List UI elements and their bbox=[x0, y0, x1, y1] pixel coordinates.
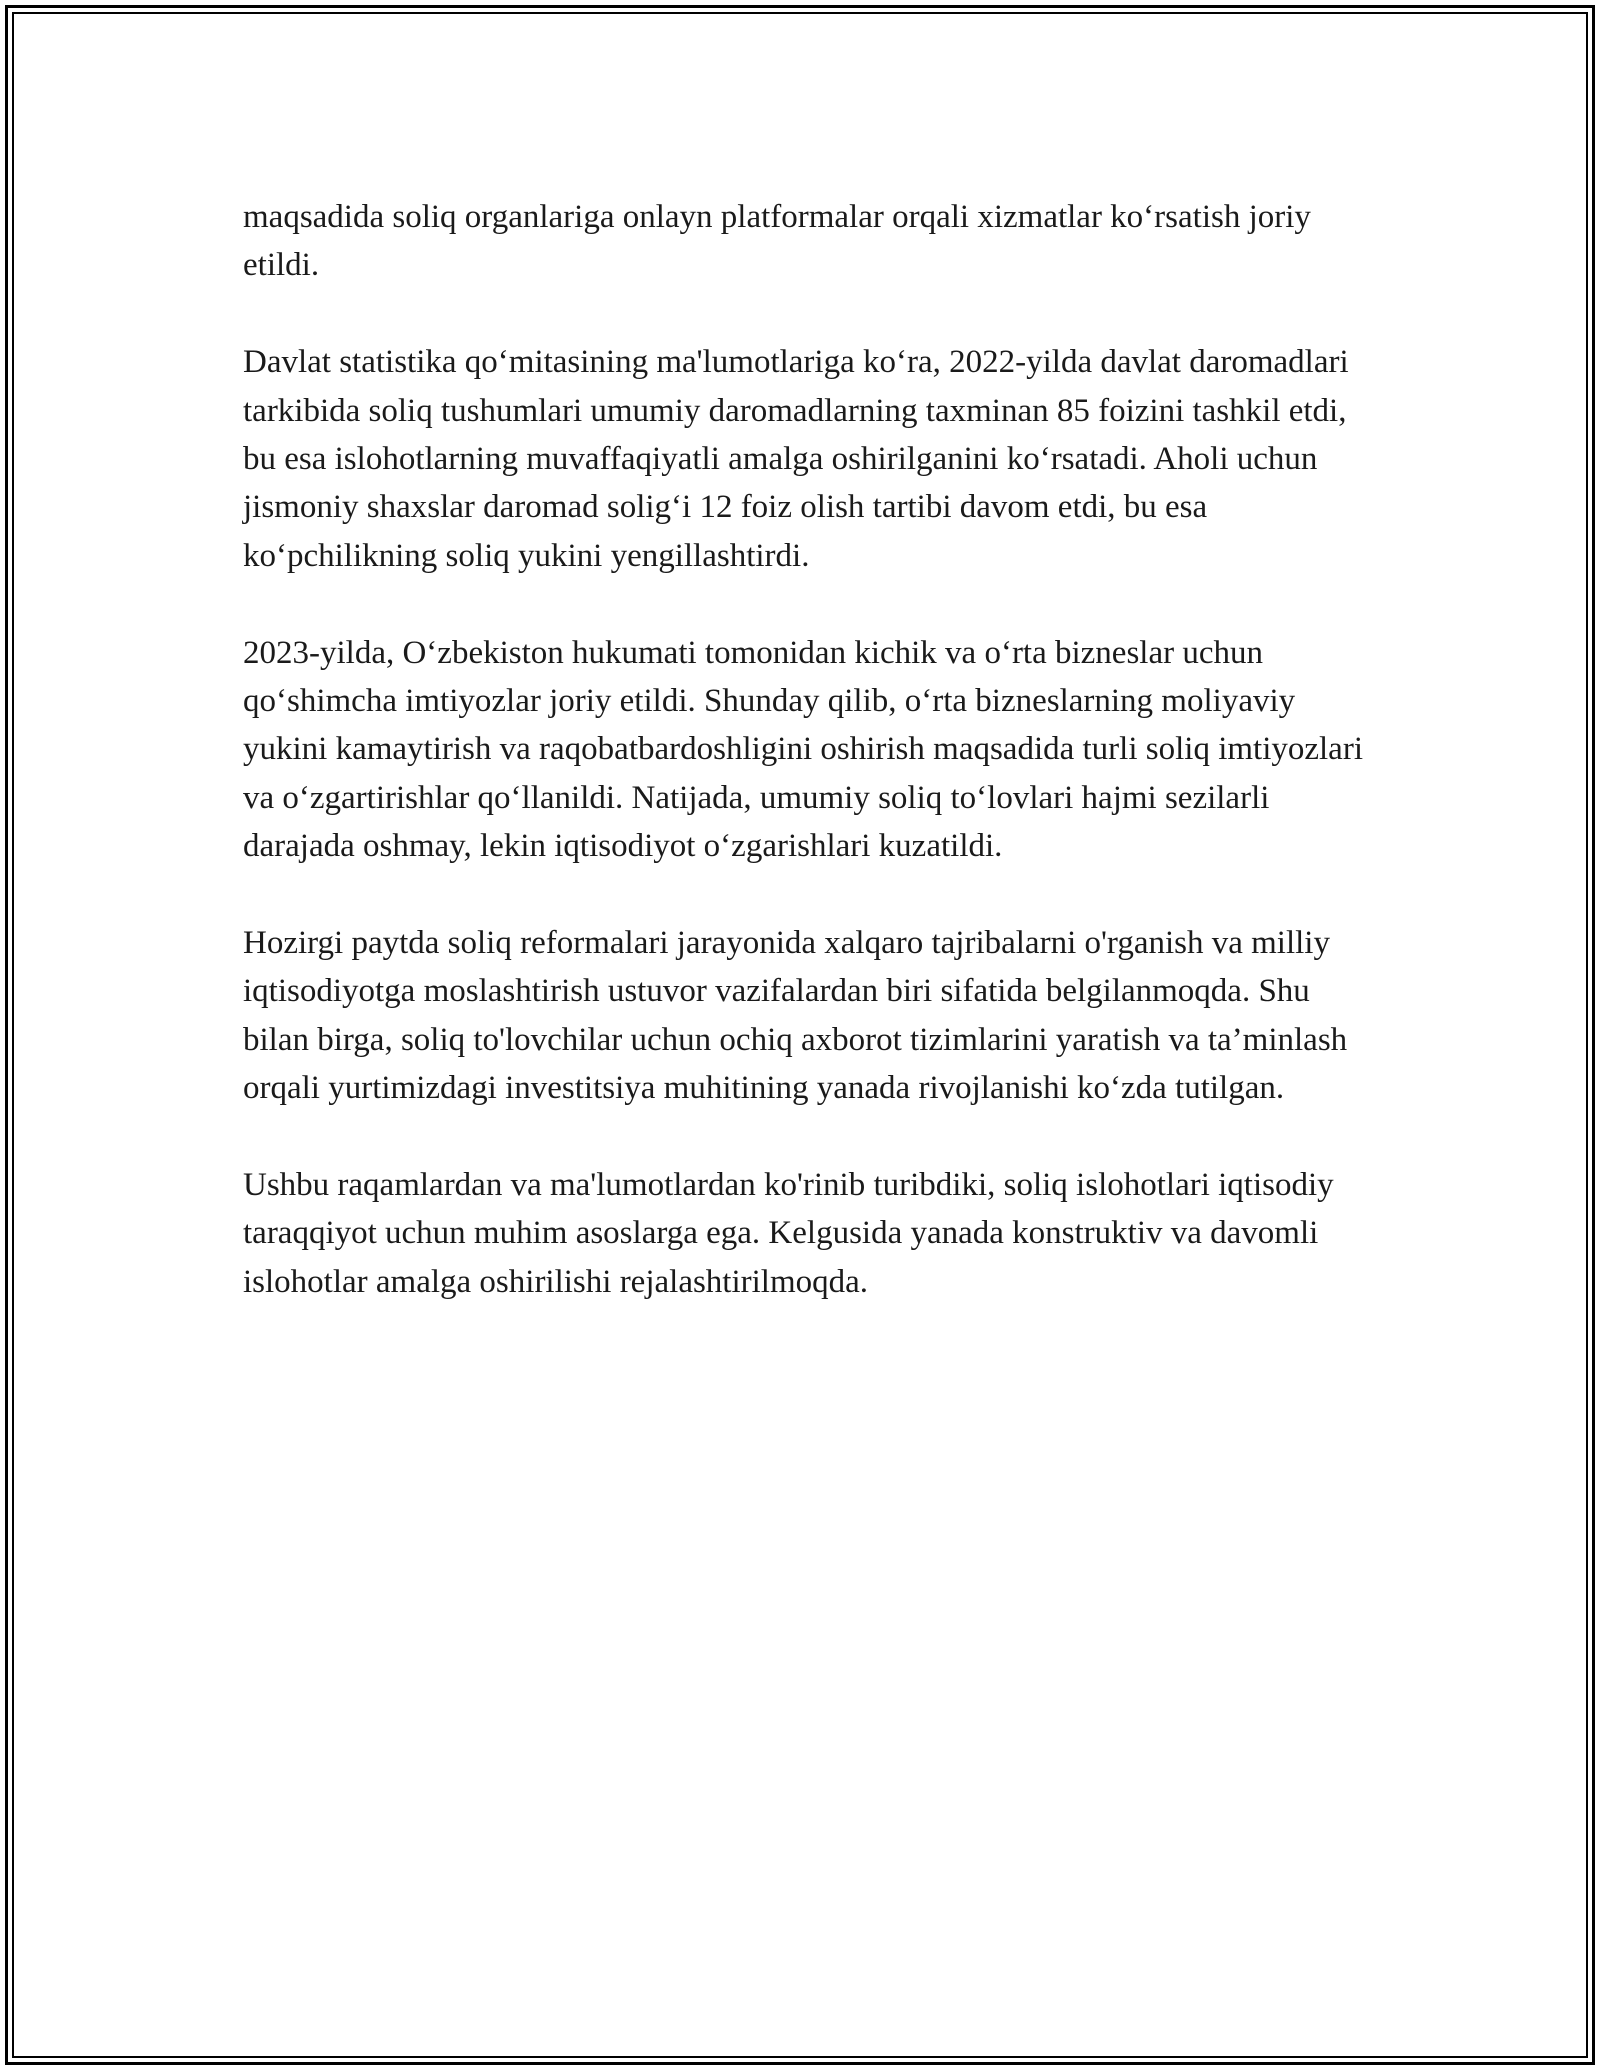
paragraph-5: Ushbu raqamlardan va ma'lumotlardan ko'rinib turibdiki, soliq islohotlari iqtisodiy taraqqiyot uchun muhim asoslarga ega. Kelgusida yanada konstruktiv va davomli islohotlar amalga oshirilishi rejalashtirilmoqda. bbox=[243, 1167, 1334, 1300]
page-frame bbox=[5, 5, 1595, 2065]
document-body bbox=[243, 193, 1378, 1306]
paragraph-3: 2023-yilda, Oʻzbekiston hukumati tomonidan kichik va oʻrta bizneslar uchun qoʻshimcha imtiyozlar joriy etildi. Shunday qilib, oʻrta bizneslarning moliyaviy yukini kamaytirish va raqobatbardoshligini oshirish maqsadida turli soliq imtiyozlari va oʻzgartirishlar qoʻllanildi. Natijada, umumiy soliq toʻlovlari hajmi sezilarli darajada oshmay, lekin iqtisodiyot oʻzgarishlari kuzatildi. bbox=[243, 634, 1363, 865]
paragraph-4: Hozirgi paytda soliq reformalari jarayonida xalqaro tajribalarni o'rganish va milliy iqtisodiyotga moslashtirish ustuvor vazifalardan biri sifatida belgilanmoqda. Shu bilan birga, soliq to'lovchilar uchun ochiq axborot tizimlarini yaratish va ta’minlash orqali yurtimizdagi investitsiya muhitining yanada rivojlanishi koʻzda tutilgan. bbox=[243, 925, 1348, 1107]
paragraph-2: Davlat statistika qoʻmitasining ma'lumotlariga koʻra, 2022-yilda davlat daromadlari tarkibida soliq tushumlari umumiy daromadlarning taxminan 85 foizini tashkil etdi, bu esa islohotlarning muvaffaqiyatli amalga oshirilganini koʻrsatadi. Aholi uchun jismoniy shaxslar daromad soligʻi 12 foiz olish tartibi davom etdi, bu esa koʻpchilikning soliq yukini yengillashtirdi. bbox=[243, 344, 1349, 574]
paragraph-1: maqsadida soliq organlariga onlayn platformalar orqali xizmatlar koʻrsatish joriy etildi. bbox=[243, 199, 1311, 284]
